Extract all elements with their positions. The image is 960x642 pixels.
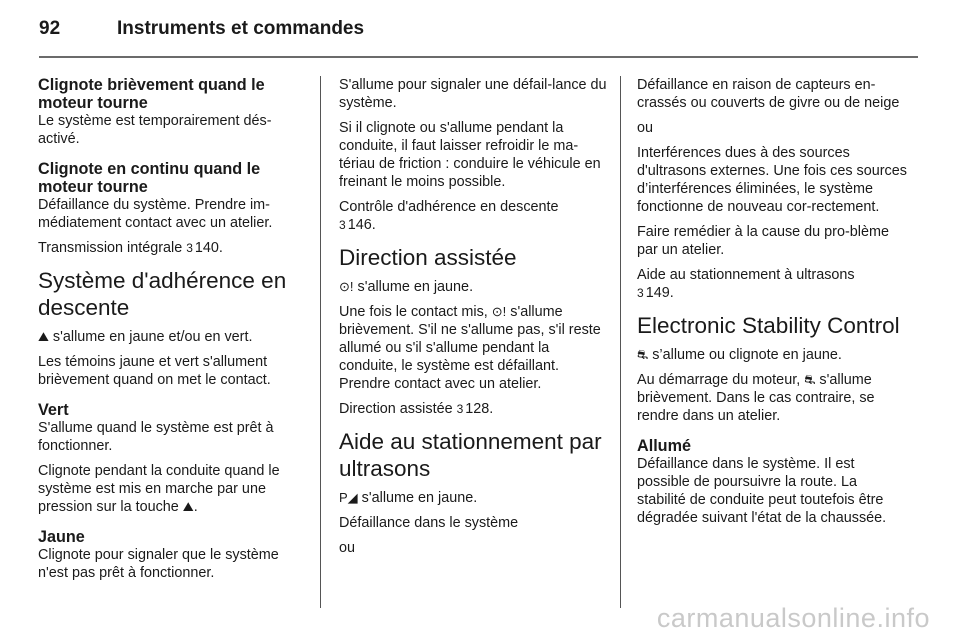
- cross-reference: Transmission intégrale 3 140.: [38, 240, 223, 256]
- paragraph: ⛐ s’allume ou clignote en jaune.: [637, 347, 842, 363]
- column-divider: [620, 76, 621, 608]
- paragraph: Interférences dues à des sources d'ultrasons externes. Une fois ces sources d’interférences éliminées, le système fonctionne de nouveau cor-rectement.: [637, 145, 907, 215]
- paragraph: P◢ s'allume en jaune.: [339, 490, 478, 506]
- paragraph: Défaillance du système. Prendre im-médiatement contact avec un atelier.: [38, 197, 273, 231]
- column-3: [637, 76, 907, 534]
- paragraph: ou: [637, 120, 654, 136]
- section-heading: Electronic Stability Control: [637, 313, 900, 338]
- watermark: carmanualsonline.info: [656, 603, 930, 633]
- paragraph: Au démarrage du moteur, ⛐ s'allume brièvement. Dans le cas contraire, se rendre dans un atelier.: [637, 372, 875, 424]
- column-2: [339, 76, 607, 564]
- cross-reference: Direction assistée 3 128.: [339, 401, 494, 417]
- paragraph: Une fois le contact mis, ⊙! s'allume brièvement. S'il ne s'allume pas, s'il reste allumé ou s'il s'allume pendant la conduite, le système est défaillant. Prendre contact avec un atelier.: [339, 304, 601, 392]
- paragraph: Défaillance en raison de capteurs en-crassés ou couverts de givre ou de neige: [637, 77, 900, 111]
- subheading: Clignote brièvement quand le moteur tourne: [38, 76, 265, 112]
- subheading: Clignote en continu quand le moteur tourne: [38, 160, 261, 196]
- paragraph: Les témoins jaune et vert s'allument brièvement quand on met le contact.: [38, 354, 271, 388]
- page-ref-icon: 3: [339, 218, 346, 232]
- subheading: Jaune: [38, 528, 85, 546]
- column-divider: [320, 76, 321, 608]
- hill-descent-icon: ⛰: [182, 499, 194, 514]
- paragraph: ⊙! s'allume en jaune.: [339, 279, 474, 295]
- parking-sensor-icon: P◢: [339, 490, 358, 505]
- subheading: Allumé: [637, 437, 691, 455]
- paragraph: Si il clignote ou s'allume pendant la conduite, il faut laisser refroidir le ma-tériau de friction : conduire le véhicule en freinant le moins possible.: [339, 120, 601, 190]
- paragraph: ⛰ s'allume en jaune et/ou en vert.: [38, 329, 253, 345]
- hill-descent-icon: ⛰: [38, 329, 49, 344]
- section-heading: Direction assistée: [339, 245, 517, 270]
- steering-warning-icon: ⊙!: [339, 279, 354, 294]
- paragraph: Défaillance dans le système. Il est possible de poursuivre la route. La stabilité de conduite peut toutefois être dégradée suivant l'état de la chaussée.: [637, 456, 887, 526]
- paragraph: Clignote pour signaler que le système n'est pas prêt à fonctionner.: [38, 547, 279, 581]
- section-heading: Aide au stationnement par ultrasons: [339, 429, 602, 481]
- paragraph: Défaillance dans le système: [339, 515, 519, 531]
- esc-icon: ⛐: [804, 372, 816, 387]
- paragraph: Faire remédier à la cause du pro-blème par un atelier.: [637, 224, 889, 258]
- paragraph: Clignote pendant la conduite quand le système est mis en marche par une pression sur la touche ⛰.: [38, 463, 280, 515]
- paragraph: Le système est temporairement dés-activé.: [38, 113, 272, 147]
- page-header: [39, 18, 364, 40]
- header-rule: [39, 56, 918, 58]
- paragraph: ou: [339, 540, 356, 556]
- page-ref-icon: 3: [186, 241, 193, 255]
- page-ref-icon: 3: [637, 286, 644, 300]
- subheading: Vert: [38, 401, 69, 419]
- column-1: [38, 76, 304, 589]
- page-ref-icon: 3: [456, 402, 464, 416]
- page-number: 92: [39, 18, 61, 39]
- esc-icon: ⛐: [637, 347, 649, 362]
- paragraph: S'allume pour signaler une défail-lance du système.: [339, 77, 607, 111]
- cross-reference: Contrôle d'adhérence en descente 3 146.: [339, 199, 559, 233]
- paragraph: S'allume quand le système est prêt à fonctionner.: [38, 420, 274, 454]
- section-heading: Système d'adhérence en descente: [38, 268, 287, 320]
- steering-warning-icon: ⊙!: [491, 304, 507, 319]
- page-title: Instruments et commandes: [117, 18, 365, 39]
- cross-reference: Aide au stationnement à ultrasons 3 149.: [637, 267, 855, 301]
